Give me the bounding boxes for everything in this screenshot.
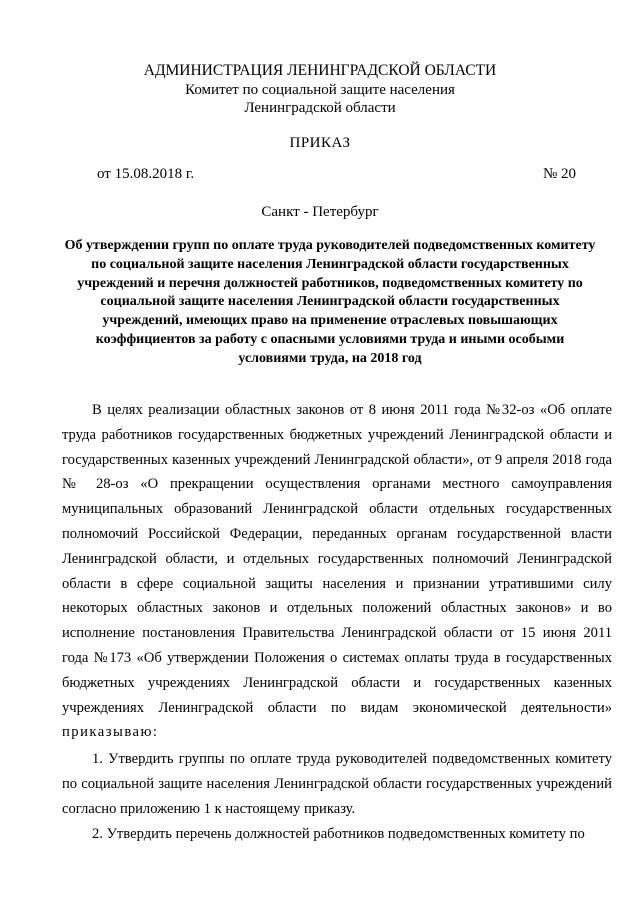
city: Санкт - Петербург	[261, 204, 379, 220]
item-2-paragraph: 2. Утвердить перечень должностей работников подведомственных комитету по	[92, 825, 585, 842]
administration-heading: АДМИНИСТРАЦИЯ ЛЕНИНГРАДСКОЙ ОБЛАСТИ	[143, 62, 497, 79]
document-body	[62, 398, 612, 846]
document-title: Об утверждении групп по оплате труда руководителей подведомственных комитету по социальной защите населения Ленинградской области государственных учреждений и перечня должностей работников, подведомственных комитету по социальной защите населения Ленинградской области государственных учреждений, имеющих право на применение отраслевых повышающих коэффициентов за работу с опасными условиями труда и иными особыми условиями труда, на 2018 год	[64, 238, 596, 366]
preamble-text: В целях реализации областных законов от 8 июня 2011 года №32-оз «Об оплате труда работников государственных бюджетных учреждений Ленинградской области и государственных казенных учреждений Ленинградской области», от 9 апреля 2018 года № 28-оз «О прекращении осуществления органами местного самоуправления муниципальных образований Ленинградской области отдельных государственных полномочий Российской Федерации, переданных органам государственной власти Ленинградской области, и отдельных государственных полномочий Ленинградской области в сфере социальной защиты населения и признании утратившими силу некоторых областных законов и отдельных положений областных законов» и во исполнение постановления Правительства Ленинградской области от 15 июня 2011 года №173 «Об утверждении Положения о системах оплаты труда в государственных бюджетных учреждениях Ленинградской области и государственных казенных учреждениях Ленинградской области по видам экономической деятельности»	[62, 402, 612, 716]
order-date: от 15.08.2018 г.	[97, 166, 195, 182]
committee-line-1: Комитет по социальной защите населения	[185, 82, 455, 98]
preamble-paragraph	[62, 398, 612, 745]
item-1-paragraph: 1. Утвердить группы по оплате труда руководителей подведомственных комитету по социальной защите населения Ленинградской области государственных учреждений согласно приложению 1 к настоящему приказу.	[62, 751, 612, 817]
committee-line-2: Ленинградской области	[244, 100, 396, 116]
document-type: ПРИКАЗ	[289, 135, 351, 151]
order-word: приказываю:	[62, 724, 159, 741]
order-number: № 20	[542, 166, 576, 182]
